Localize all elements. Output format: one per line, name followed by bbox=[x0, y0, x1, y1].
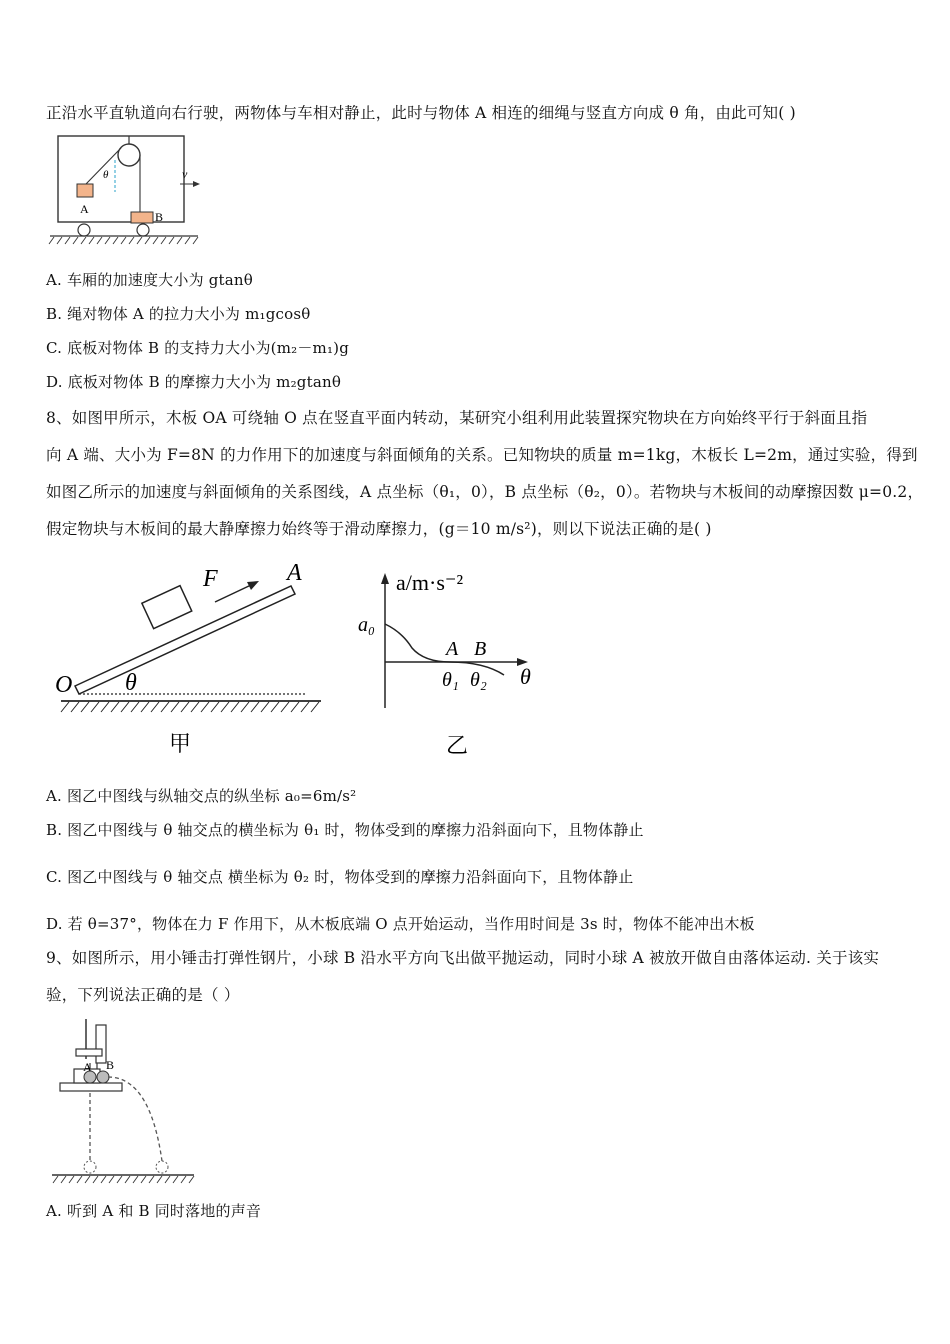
q9-option-a: A. 听到 A 和 B 同时落地的声音 bbox=[46, 1202, 262, 1220]
q7-option-d: D. 底板对物体 B 的摩擦力大小为 m₂gtanθ bbox=[46, 373, 342, 391]
q9-stem-line-1: 9、如图所示，用小锤击打弹性钢片，小球 B 沿水平方向飞出做平抛运动，同时小球 A 被放开做自由落体运动. 关于该实 bbox=[46, 949, 880, 967]
q8-option-d: D. 若 θ=37°，物体在力 F 作用下，从木板底端 O 点开始运动，当作用时间是 3s 时，物体不能冲出木板 bbox=[46, 915, 755, 933]
q7-a-label: A bbox=[80, 202, 89, 216]
q7-option-b: B. 绳对物体 A 的拉力大小为 m₁gcosθ bbox=[46, 305, 311, 323]
q8-stem-line-2: 向 A 端、大小为 F=8N 的力作用下的加速度与斜面倾角的关系。已知物块的质量 m=1kg，木板长 L=2m，通过实验，得到 bbox=[46, 446, 918, 464]
q8-stem-line-1: 8、如图甲所示，木板 OA 可绕轴 O 点在竖直平面内转动，某研究小组利用此装置探究物块在方向始终平行于斜面且指 bbox=[46, 409, 868, 427]
q7-v-label: v bbox=[182, 167, 188, 181]
q9-stem-line-2: 验，下列说法正确的是（ ） bbox=[46, 986, 240, 1004]
q7-stem: 正沿水平直轨道向右行驶，两物体与车相对静止，此时与物体 A 相连的细绳与竖直方向成 θ 角，由此可知( ) bbox=[46, 104, 796, 122]
q9-b-label: B bbox=[106, 1058, 115, 1072]
q8-stem-line-3: 如图乙所示的加速度与斜面倾角的关系图线，A 点坐标（θ₁，0），B 点坐标（θ₂，0）。若物块与木板间的动摩擦因数 μ=0.2， bbox=[46, 483, 924, 501]
q8-jia-f-label: F bbox=[203, 566, 218, 592]
q7-figure-train-car bbox=[46, 132, 206, 250]
q8-option-a: A. 图乙中图线与纵轴交点的纵坐标 a₀=6m/s² bbox=[46, 787, 357, 805]
q8-jia-ground-hatch bbox=[61, 702, 319, 712]
q9-a-label: A bbox=[83, 1060, 92, 1074]
q7-theta-label: θ bbox=[103, 169, 109, 181]
q8-jia-a-label: A bbox=[287, 560, 302, 586]
q8-figure-jia bbox=[55, 556, 335, 762]
q8-option-c: C. 图乙中图线与 θ 轴交点 横坐标为 θ₂ 时，物体受到的摩擦力沿斜面向下，且物体静止 bbox=[46, 868, 634, 886]
q8-stem-line-4: 假定物块与木板间的最大静摩擦力始终等于滑动摩擦力，(g＝10 m/s²)，则以下说法正确的是( ) bbox=[46, 520, 712, 538]
q8-yi-caption: 乙 bbox=[446, 733, 469, 758]
q7-b-label: B bbox=[155, 210, 164, 224]
q7-option-a: A. 车厢的加速度大小为 gtanθ bbox=[46, 271, 254, 289]
q9-ground-hatch bbox=[53, 1176, 194, 1183]
q8-figure-yi bbox=[352, 556, 552, 762]
q8-yi-theta1-label: θ₁ bbox=[442, 669, 459, 691]
q8-yi-a-label: A bbox=[446, 638, 459, 660]
q8-yi-b-label: B bbox=[474, 638, 487, 660]
q8-yi-theta-axis-label: θ bbox=[520, 664, 531, 689]
q9-figure-projectile bbox=[50, 1015, 200, 1187]
q7-ground-hatch bbox=[49, 237, 198, 244]
q8-jia-o-label: O bbox=[55, 672, 73, 698]
q8-jia-theta-label: θ bbox=[125, 670, 137, 696]
q8-jia-caption: 甲 bbox=[169, 731, 192, 756]
q8-yi-ylabel: a/m·s⁻² bbox=[396, 570, 464, 595]
q8-yi-theta2-label: θ₂ bbox=[470, 669, 487, 691]
q7-option-c: C. 底板对物体 B 的支持力大小为(m₂－m₁)g bbox=[46, 339, 350, 357]
q8-yi-a0-label: a₀ bbox=[358, 614, 375, 636]
q8-option-b: B. 图乙中图线与 θ 轴交点的横坐标为 θ₁ 时，物体受到的摩擦力沿斜面向下，且物体静止 bbox=[46, 821, 644, 839]
